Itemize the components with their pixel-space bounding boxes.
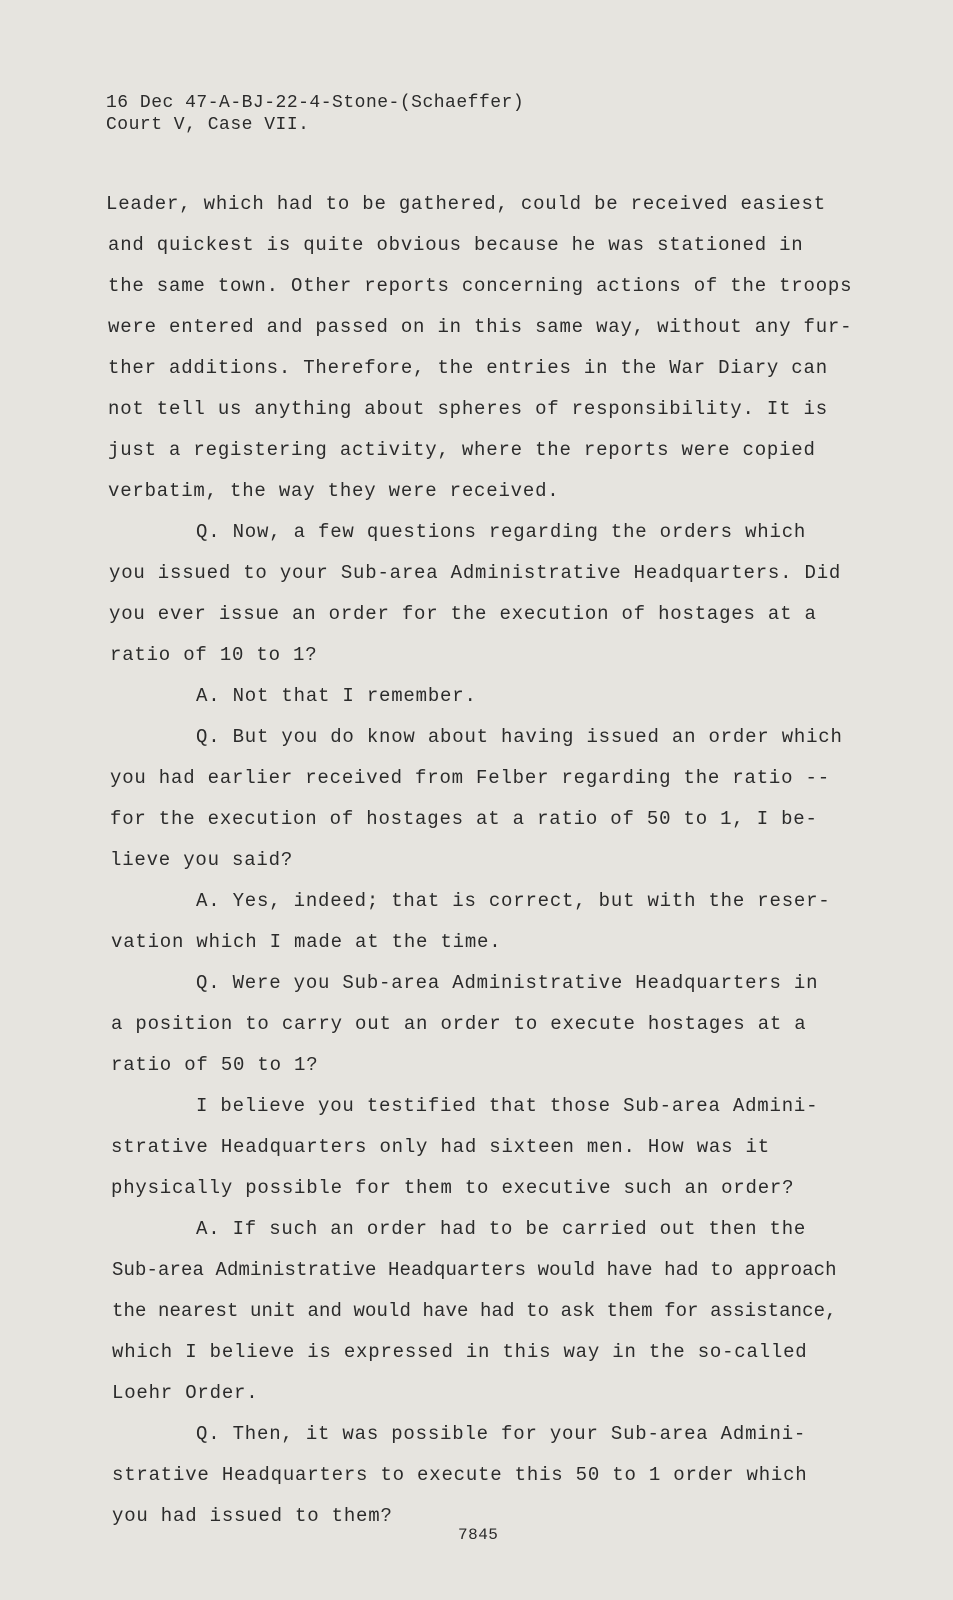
text-line: the nearest unit and would have had to ask them for assistance, xyxy=(112,1300,837,1322)
text-line: were entered and passed on in this same way, without any fur- xyxy=(108,316,853,338)
text-line: Sub-area Administrative Headquarters would have had to approach xyxy=(112,1259,837,1281)
text-line: physically possible for them to executive such an order? xyxy=(111,1177,795,1199)
text-line: ther additions. Therefore, the entries in the War Diary can xyxy=(108,357,828,379)
text-line: strative Headquarters to execute this 50 to 1 order which xyxy=(112,1464,808,1486)
text-line: A. Yes, indeed; that is correct, but with the reser- xyxy=(196,890,831,912)
text-line: Q. Were you Sub-area Administrative Headquarters in xyxy=(196,972,819,994)
text-line: lieve you said? xyxy=(110,849,294,871)
text-line: just a registering activity, where the reports were copied xyxy=(108,439,816,461)
text-line: Q. Now, a few questions regarding the orders which xyxy=(196,521,807,543)
text-line: you ever issue an order for the execution of hostages at a xyxy=(109,603,817,625)
text-line: verbatim, the way they were received. xyxy=(108,480,560,502)
text-line: Q. Then, it was possible for your Sub-area Admini- xyxy=(196,1423,807,1445)
header-line-1: 16 Dec 47-A-BJ-22-4-Stone-(Schaeffer) xyxy=(106,93,525,113)
text-line: not tell us anything about spheres of responsibility. It is xyxy=(108,398,828,420)
text-line: ratio of 50 to 1? xyxy=(111,1054,319,1076)
text-line: you had earlier received from Felber regarding the ratio -- xyxy=(110,767,830,789)
document-header xyxy=(106,92,524,136)
text-line: vation which I made at the time. xyxy=(111,931,502,953)
text-line: Leader, which had to be gathered, could be received easiest xyxy=(106,193,826,215)
text-line: a position to carry out an order to execute hostages at a xyxy=(111,1013,807,1035)
header-line-2: Court V, Case VII. xyxy=(106,115,310,135)
text-line: ratio of 10 to 1? xyxy=(110,644,318,666)
text-line: I believe you testified that those Sub-area Admini- xyxy=(196,1095,819,1117)
text-line: you had issued to them? xyxy=(112,1505,393,1527)
text-line: Q. But you do know about having issued an order which xyxy=(196,726,843,748)
text-line: which I believe is expressed in this way in the so-called xyxy=(112,1341,808,1363)
text-line: A. If such an order had to be carried out then the xyxy=(196,1218,807,1240)
text-line: A. Not that I remember. xyxy=(196,685,477,707)
text-line: strative Headquarters only had sixteen men. How was it xyxy=(111,1136,770,1158)
text-line: for the execution of hostages at a ratio of 50 to 1, I be- xyxy=(110,808,818,830)
text-line: Loehr Order. xyxy=(112,1382,259,1404)
text-line: the same town. Other reports concerning actions of the troops xyxy=(108,275,853,297)
page-number: 7845 xyxy=(458,1526,499,1544)
text-line: you issued to your Sub-area Administrative Headquarters. Did xyxy=(109,562,842,584)
text-line: and quickest is quite obvious because he was stationed in xyxy=(108,234,804,256)
